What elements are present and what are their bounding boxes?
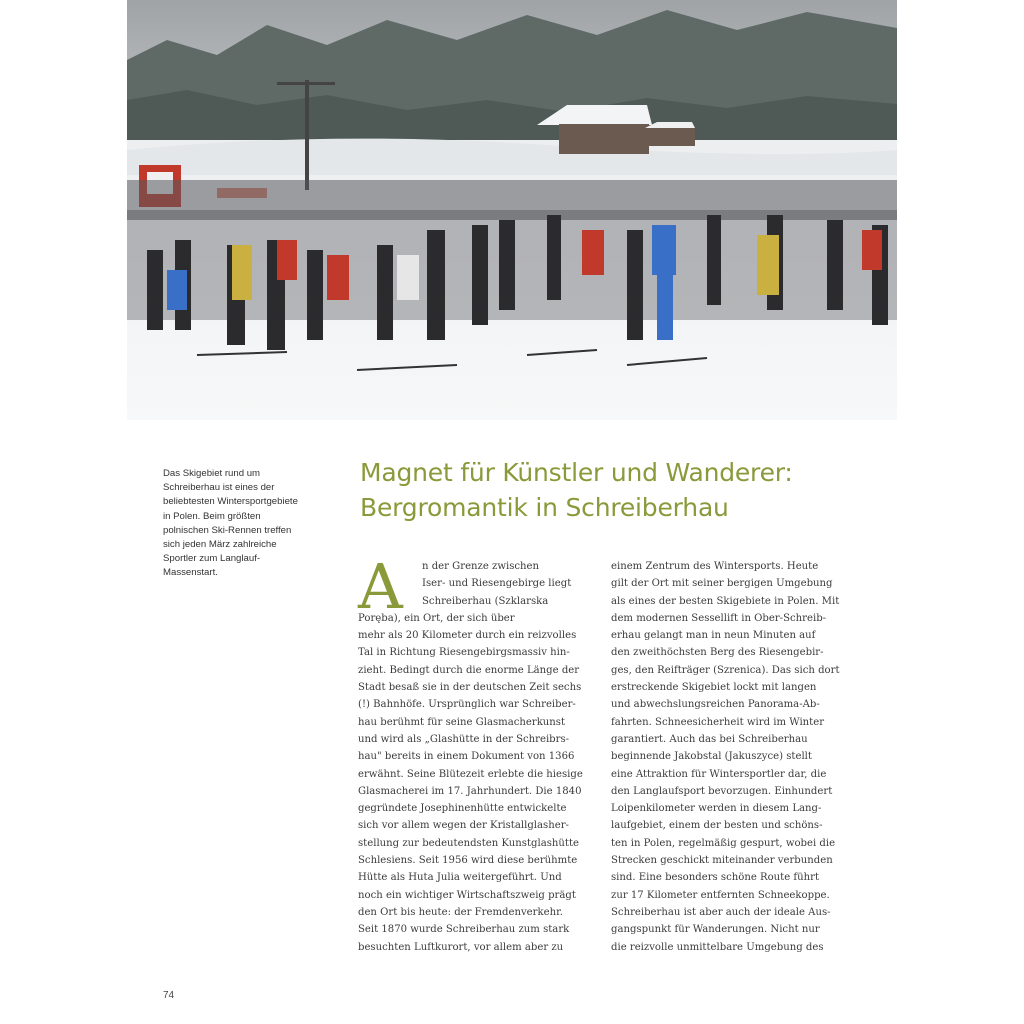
- body-text-line: und abwechslungsreichen Panorama-Ab-: [611, 699, 820, 711]
- caption-line: sich jeden März zahlreiche: [163, 539, 277, 551]
- body-text-line: garantiert. Auch das bei Schreiberhau: [611, 733, 808, 745]
- body-text-line: besuchten Luftkurort, vor allem aber zu: [358, 941, 564, 953]
- body-column-2: [611, 558, 843, 956]
- body-text-line: und wird als „Glashütte in der Schreibrs-: [358, 733, 570, 745]
- body-text-line: hau" bereits in einem Dokument von 1366: [358, 751, 575, 763]
- body-text-line: erstreckende Skigebiet lockt mit langen: [611, 682, 817, 694]
- caption-line: in Polen. Beim größten: [163, 510, 261, 522]
- body-text-line: Hütte als Huta Julia weitergeführt. Und: [358, 872, 562, 884]
- body-text-line: Poręba), ein Ort, der sich über: [358, 612, 515, 624]
- body-text-line: (!) Bahnhöfe. Ursprünglich war Schreiber-: [358, 699, 576, 711]
- headline-line-1: Magnet für Künstler und Wanderer:: [360, 458, 793, 487]
- body-text-line: Strecken geschickt miteinander verbunden: [611, 855, 833, 867]
- photo-caption: [163, 467, 323, 581]
- body-text-line: Schreiberhau (Szklarska: [422, 595, 549, 607]
- body-text-line: stellung zur bedeutendsten Kunstglashütte: [358, 837, 580, 849]
- body-text-line: Stadt besaß sie in der deutschen Zeit sechs: [358, 682, 582, 694]
- body-text-line: noch ein wichtiger Wirtschaftszweig prägt: [358, 889, 576, 901]
- body-text-line: Iser- und Riesengebirge liegt: [422, 578, 572, 590]
- body-text-line: ten in Polen, regelmäßig gespurt, wobei die: [611, 837, 836, 849]
- body-text-line: gilt der Ort mit seiner bergigen Umgebung: [611, 578, 833, 590]
- caption-line: polnischen Ski-Rennen treffen: [163, 524, 292, 536]
- body-text-line: Schreiberhau ist aber auch der ideale Aus-: [611, 906, 831, 918]
- body-text-line: Tal in Richtung Riesengebirgsmassiv hin-: [358, 647, 570, 659]
- body-text-line: Seit 1870 wurde Schreiberhau zum stark: [358, 924, 570, 936]
- page-number: 74: [163, 990, 175, 1001]
- article-headline: [360, 455, 880, 525]
- body-text-line: n der Grenze zwischen: [422, 561, 540, 572]
- caption-line: Massenstart.: [163, 567, 218, 579]
- body-text-line: erwähnt. Seine Blütezeit erlebte die hiesige: [358, 768, 583, 780]
- body-text-line: Schlesiens. Seit 1956 wird diese berühmte: [358, 855, 578, 867]
- body-text-line: fahrten. Schneesicherheit wird im Winter: [611, 716, 825, 728]
- body-text-line: hau berühmt für seine Glasmacherkunst: [358, 716, 566, 728]
- body-text-line: den Langlaufsport bevorzugen. Einhundert: [611, 785, 833, 797]
- body-text-line: sind. Eine besonders schöne Route führt: [611, 872, 820, 884]
- body-text-line: ges, den Reifträger (Szrenica). Das sich dort: [611, 664, 840, 676]
- body-text-line: den Ort bis heute: der Fremdenverkehr.: [358, 906, 563, 918]
- body-text-line: gangspunkt für Wanderungen. Nicht nur: [611, 924, 820, 936]
- body-text-line: beginnende Jakobstal (Jakuszyce) stellt: [611, 751, 812, 763]
- body-text-line: mehr als 20 Kilometer durch ein reizvolles: [358, 630, 577, 642]
- drop-cap: A: [358, 550, 403, 623]
- headline-line-2: Bergromantik in Schreiberhau: [360, 493, 729, 522]
- body-text-line: sich vor allem wegen der Kristallglasher-: [358, 820, 569, 832]
- body-text-line: den zweithöchsten Berg des Riesengebir-: [611, 647, 824, 659]
- body-text-line: dem modernen Sessellift in Ober-Schreib-: [611, 612, 827, 624]
- body-text-line: zur 17 Kilometer entfernten Schneekoppe.: [611, 889, 830, 901]
- body-text-line: gegründete Josephinenhütte entwickelte: [358, 803, 567, 815]
- body-text-line: zieht. Bedingt durch die enorme Länge der: [358, 664, 580, 676]
- caption-line: Sportler zum Langlauf-: [163, 553, 261, 565]
- body-text-line: einem Zentrum des Wintersports. Heute: [611, 561, 819, 572]
- body-text-line: Loipenkilometer werden in diesem Lang-: [611, 803, 822, 815]
- body-text-line: als eines der besten Skigebiete in Polen. Mit: [611, 595, 840, 607]
- body-text-line: Glasmacherei im 17. Jahrhundert. Die 1840: [358, 785, 582, 797]
- body-text-line: die reizvolle unmittelbare Umgebung des: [611, 941, 824, 953]
- caption-line: Das Skigebiet rund um: [163, 468, 261, 479]
- caption-line: Schreiberhau ist eines der: [163, 482, 275, 494]
- body-column-1: [358, 550, 586, 956]
- ski-race-photo: [127, 0, 897, 420]
- caption-line: beliebtesten Wintersportgebiete: [163, 496, 298, 508]
- body-text-line: laufgebiet, einem der besten und schöns-: [611, 820, 823, 832]
- body-text-line: erhau gelangt man in neun Minuten auf: [611, 630, 816, 642]
- body-text-line: eine Attraktion für Wintersportler dar, die: [611, 768, 827, 780]
